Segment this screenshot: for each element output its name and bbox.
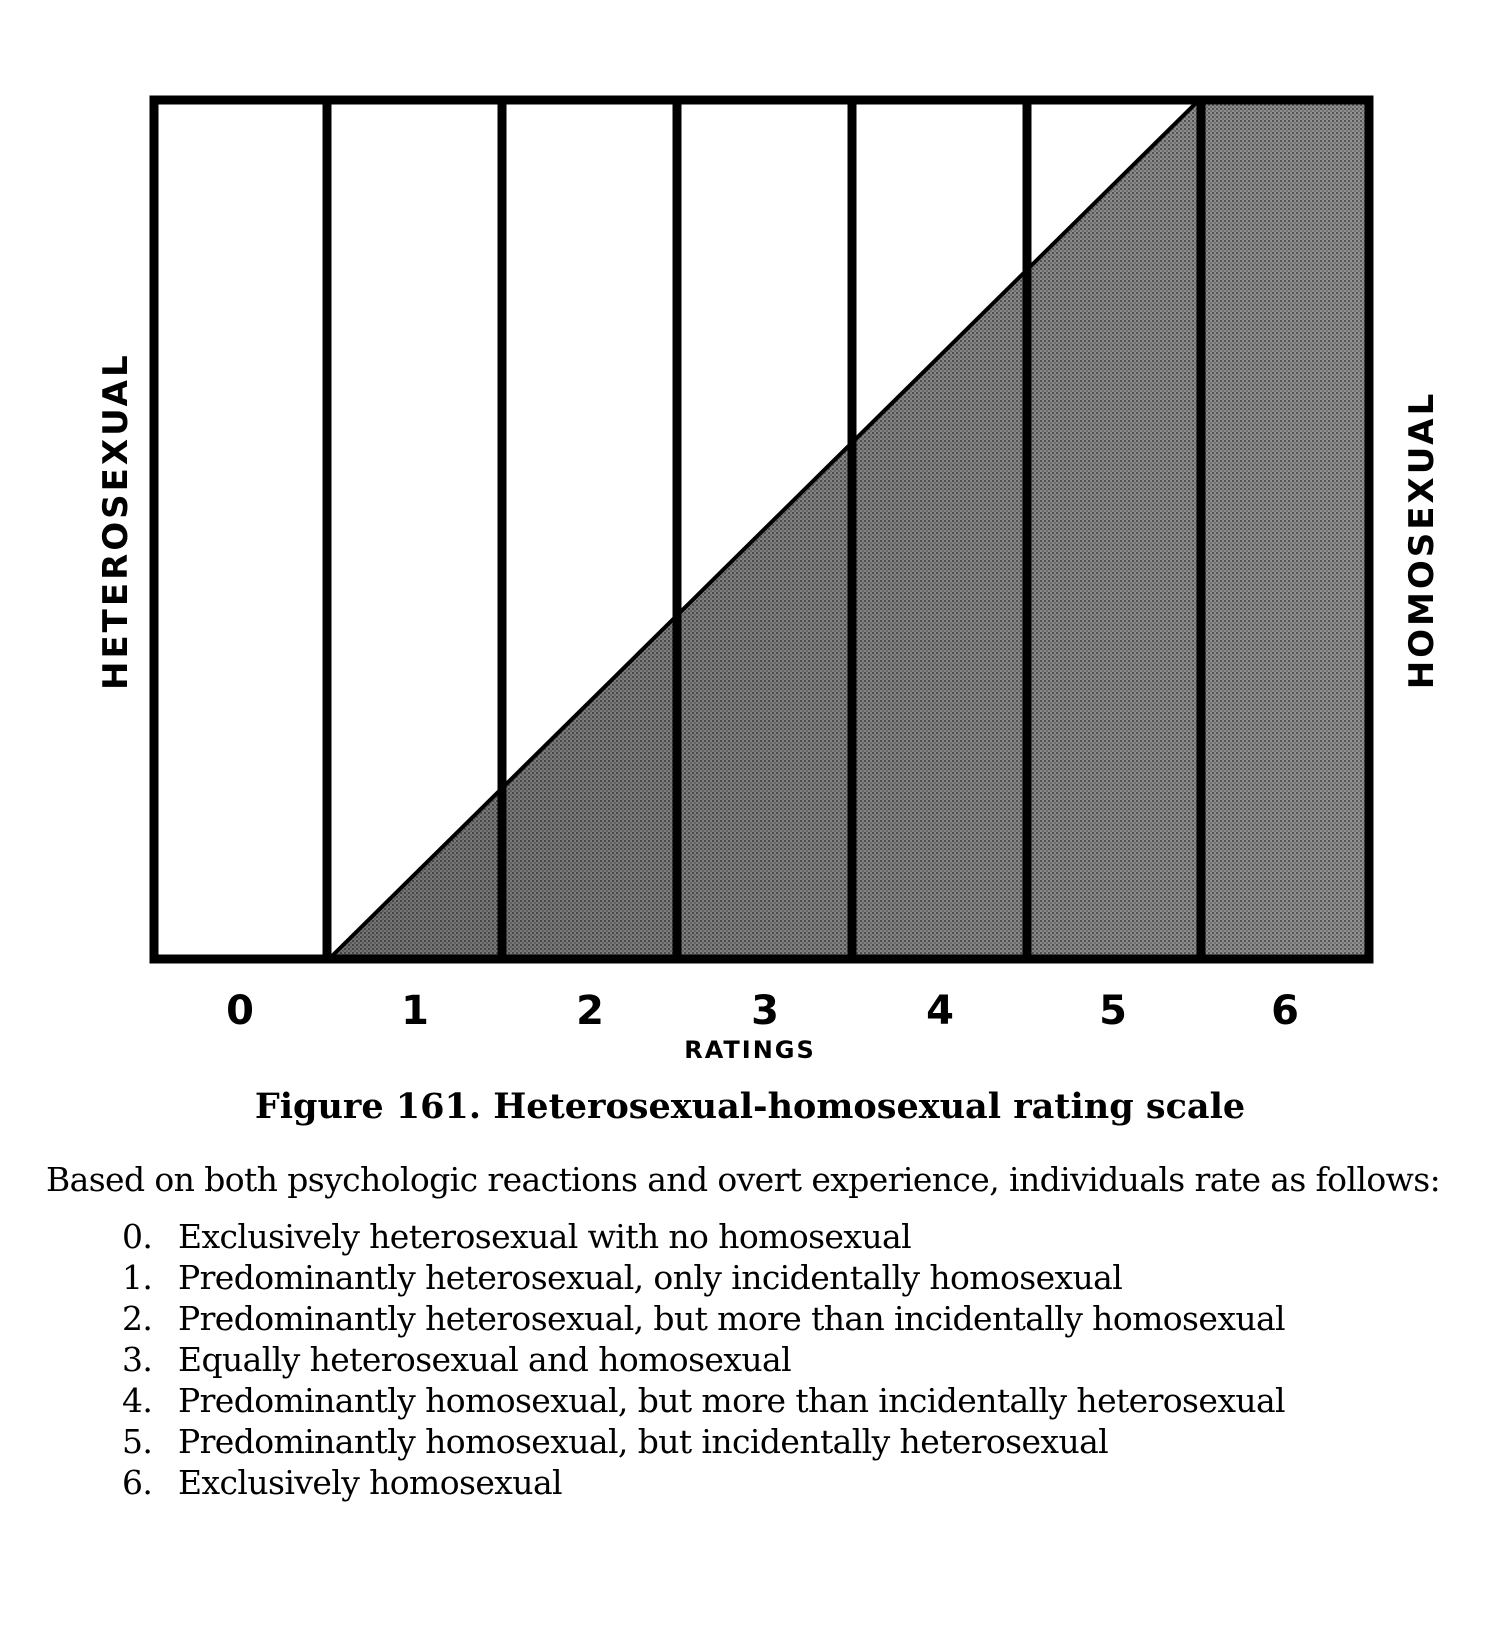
figure-caption: Figure 161. Heterosexual-homosexual rating scale bbox=[254, 1086, 1246, 1127]
tick-3: 3 bbox=[751, 988, 779, 1034]
tick-4: 4 bbox=[926, 988, 954, 1034]
list-item bbox=[122, 1421, 1285, 1462]
list-item bbox=[122, 1298, 1285, 1339]
list-item bbox=[122, 1339, 1285, 1380]
item-number: 1. bbox=[122, 1258, 153, 1297]
item-text: Equally heterosexual and homosexual bbox=[178, 1340, 792, 1379]
tick-0: 0 bbox=[226, 988, 254, 1034]
tick-5: 5 bbox=[1099, 988, 1127, 1034]
item-number: 6. bbox=[122, 1463, 153, 1502]
list-item bbox=[122, 1216, 1285, 1257]
tick-2: 2 bbox=[576, 988, 604, 1034]
list-item bbox=[122, 1257, 1285, 1298]
item-number: 2. bbox=[122, 1299, 153, 1338]
item-text: Predominantly heterosexual, but more than incidentally homosexual bbox=[178, 1299, 1286, 1338]
tick-6: 6 bbox=[1271, 988, 1299, 1034]
list-item bbox=[122, 1380, 1285, 1421]
item-number: 3. bbox=[122, 1340, 153, 1379]
list-item bbox=[122, 1462, 1285, 1503]
scale-definitions-list bbox=[122, 1216, 1285, 1503]
tick-1: 1 bbox=[401, 988, 429, 1034]
heterosexual-axis-label: HETEROSEXUAL bbox=[96, 352, 136, 690]
item-number: 0. bbox=[122, 1217, 153, 1256]
item-text: Predominantly homosexual, but more than incidentally heterosexual bbox=[178, 1381, 1286, 1420]
x-axis-label: RATINGS bbox=[684, 1036, 816, 1064]
item-text: Predominantly homosexual, but incidentally heterosexual bbox=[178, 1422, 1109, 1461]
scale-intro-text: Based on both psychologic reactions and overt experience, individuals rate as follows: bbox=[46, 1160, 1441, 1199]
homosexual-axis-label: HOMOSEXUAL bbox=[1402, 390, 1442, 690]
item-text: Exclusively heterosexual with no homosexual bbox=[178, 1217, 912, 1256]
item-number: 5. bbox=[122, 1422, 153, 1461]
item-text: Predominantly heterosexual, only incidentally homosexual bbox=[178, 1258, 1123, 1297]
item-number: 4. bbox=[122, 1381, 153, 1420]
item-text: Exclusively homosexual bbox=[178, 1463, 562, 1502]
